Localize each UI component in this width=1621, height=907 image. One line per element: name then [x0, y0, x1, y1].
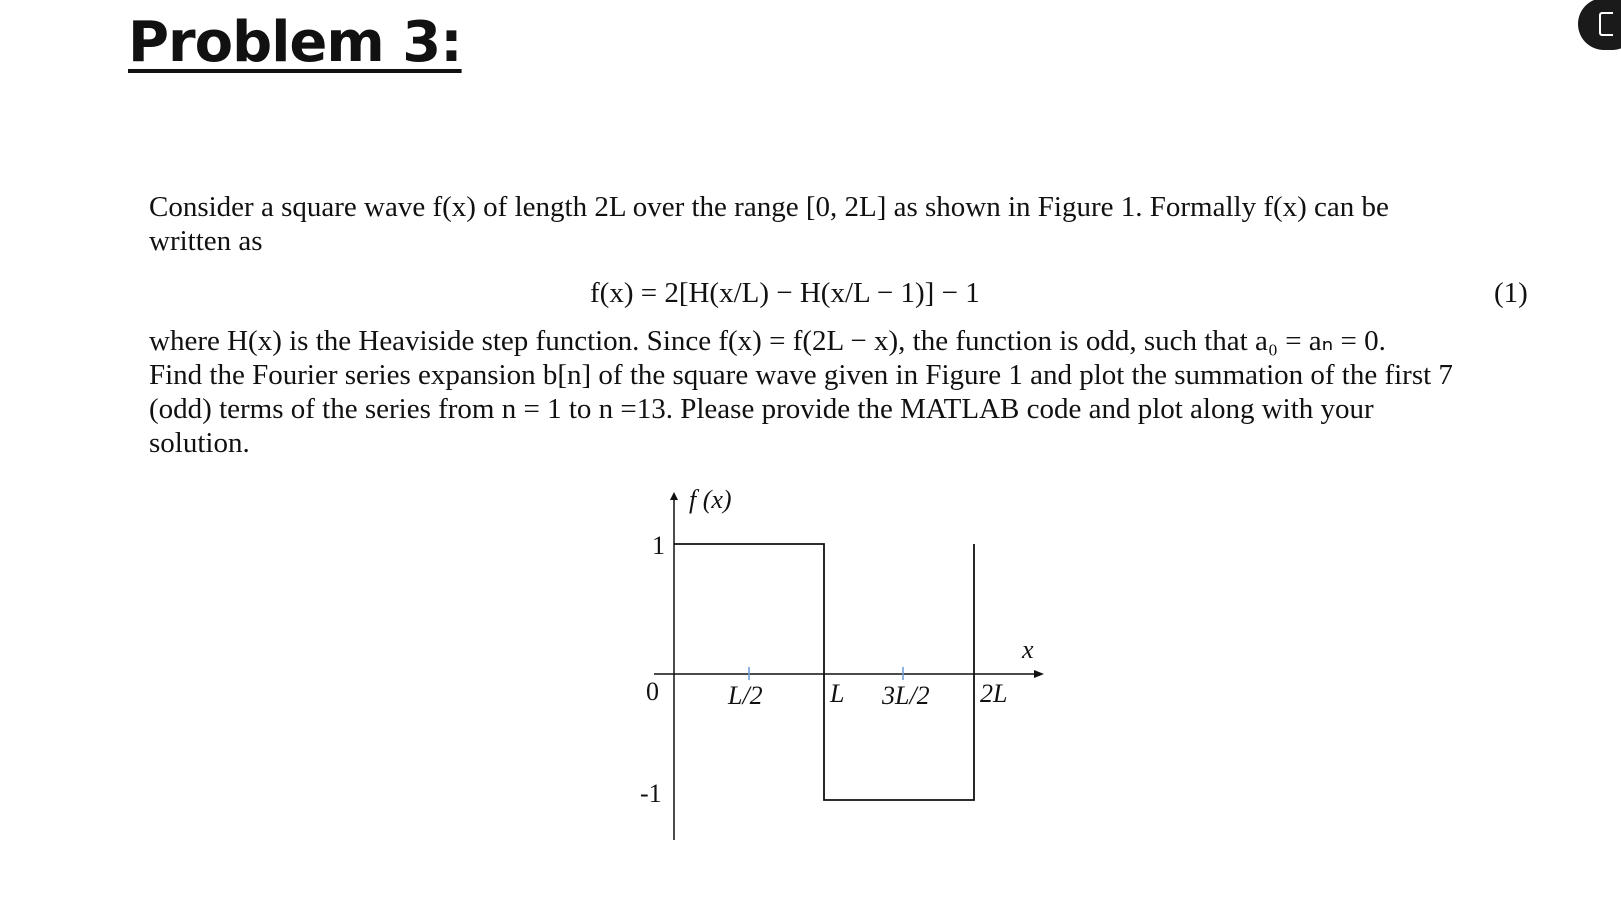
square-wave-curve	[674, 544, 974, 800]
equation-number: (1)	[1494, 277, 1528, 309]
y-tick-label-1: 1	[652, 531, 665, 560]
problem-title: Problem 3:	[128, 10, 462, 75]
equation-1: f(x) = 2[H(x/L) − H(x/L − 1)] − 1	[590, 277, 980, 309]
y-tick-label-neg1: -1	[640, 779, 662, 808]
intro-line-2: written as	[149, 225, 263, 257]
x-tick-label-l: L	[830, 679, 845, 708]
x-tick-label-l-half: L/2	[728, 681, 763, 710]
body-line-2: Find the Fourier series expansion b[n] of the square wave given in Figure 1 and plot the summation of the first 7	[149, 359, 1453, 391]
problem-intro-paragraph	[149, 190, 1389, 258]
body-line-3: (odd) terms of the series from n = 1 to n =13. Please provide the MATLAB code and plot along with your	[149, 393, 1374, 425]
x-tick-label-3l-half: 3L/2	[882, 681, 930, 710]
x-tick-label-2l: 2L	[980, 679, 1008, 708]
x-axis-label: x	[1022, 635, 1034, 664]
y-tick-label-0: 0	[646, 677, 659, 706]
body-line-1: where H(x) is the Heaviside step function. Since f(x) = f(2L − x), the function is odd, such that a₀ = aₙ = 0.	[149, 325, 1386, 357]
intro-line-1: Consider a square wave f(x) of length 2L over the range [0, 2L] as shown in Figure 1. Formally f(x) can be	[149, 191, 1389, 223]
square-wave-plot	[620, 478, 1060, 858]
square-wave-figure	[620, 478, 1060, 858]
body-line-4: solution.	[149, 427, 250, 459]
problem-body-paragraph	[149, 324, 1453, 460]
y-axis-label: f (x)	[689, 485, 732, 514]
corner-toggle-button[interactable]	[1578, 0, 1621, 50]
y-axis-arrow-icon	[670, 492, 678, 500]
x-axis-arrow-icon	[1034, 670, 1044, 678]
panel-icon	[1599, 12, 1613, 36]
